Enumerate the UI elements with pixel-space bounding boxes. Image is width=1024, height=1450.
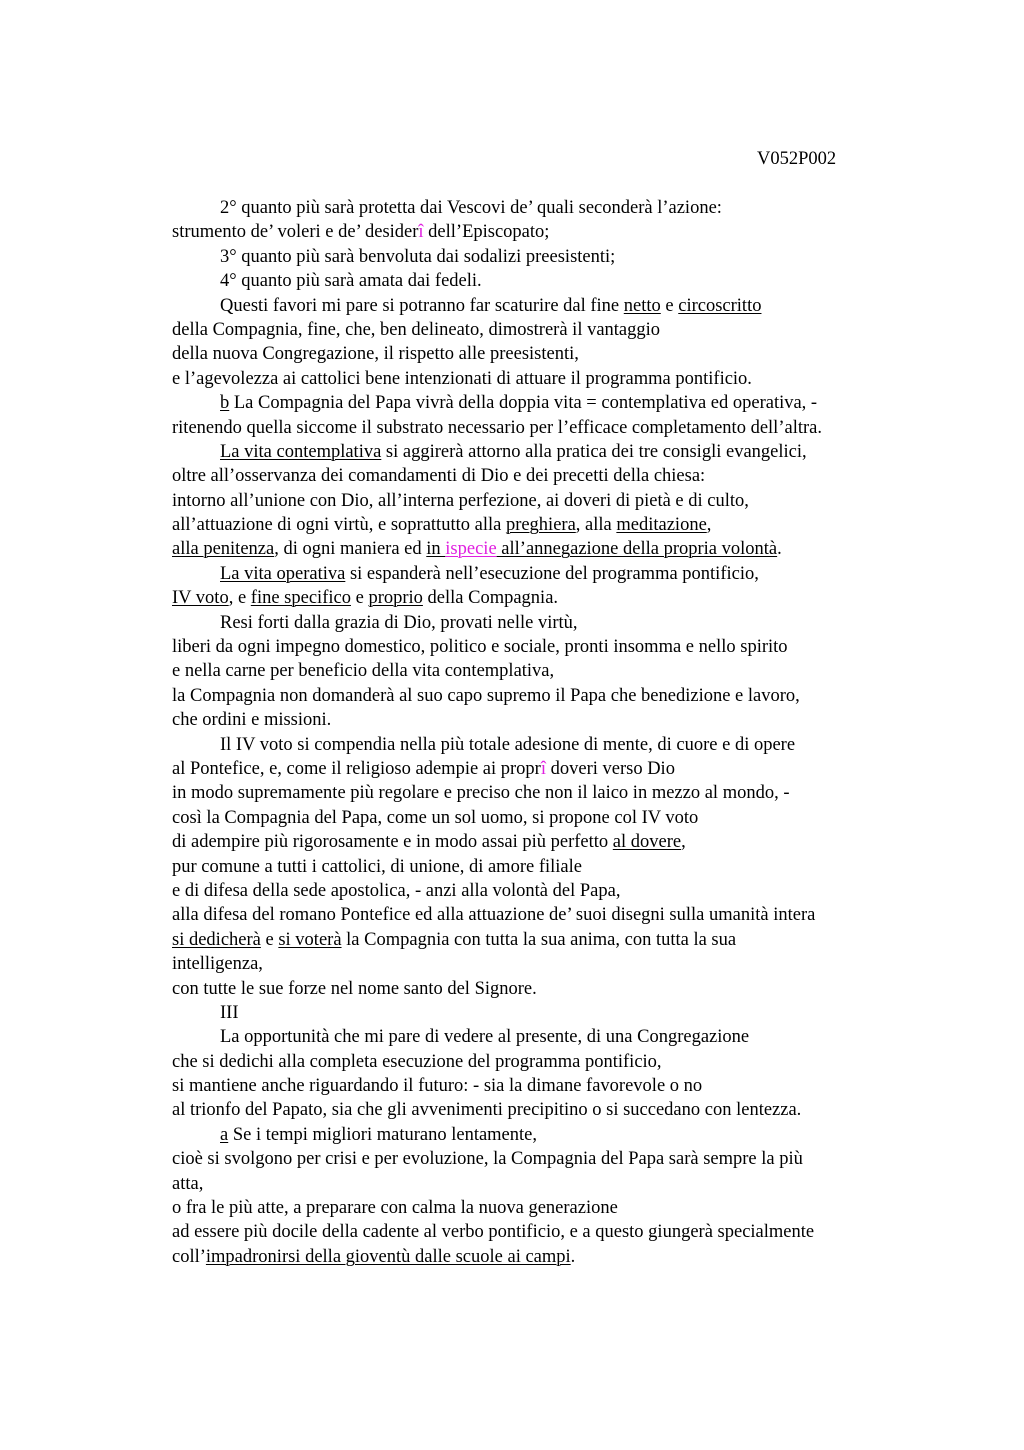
- underlined-text: La vita contemplativa: [220, 441, 382, 462]
- text-line: [172, 464, 932, 488]
- text-segment: .: [570, 1246, 576, 1267]
- text-segment: al trionfo del Papato, sia che gli avvenimenti precipitino o si succedano con lentezza.: [172, 1100, 802, 1121]
- text-segment: alla difesa del romano Pontefice ed alla attuazione de’ suoi disegni sulla umanità intera: [172, 905, 816, 926]
- underlined-text: a: [220, 1124, 229, 1145]
- underlined-text: all’annegazione della propria volontà: [496, 539, 778, 560]
- text-line: [172, 830, 932, 854]
- text-segment: liberi da ogni impegno domestico, politico e sociale, pronti insomma e nello spirito: [172, 637, 788, 658]
- text-line: [172, 1147, 932, 1171]
- underlined-text: fine specifico: [250, 588, 351, 609]
- highlighted-text: î: [418, 222, 424, 243]
- text-segment: e di difesa della sede apostolica, - anzi alla volontà del Papa,: [172, 880, 621, 901]
- text-segment: o fra le più atte, a preparare con calma la nuova generazione: [172, 1198, 618, 1219]
- text-segment: strumento de’ voleri e de’ desider: [172, 222, 419, 243]
- underlined-text: in: [426, 539, 446, 560]
- text-segment: e l’agevolezza ai cattolici bene intenzionati di attuare il programma pontificio.: [172, 368, 752, 389]
- text-line: [172, 220, 932, 244]
- text-segment: la Compagnia con tutta la sua anima, con tutta la sua: [341, 929, 737, 950]
- text-segment: si espanderà nell’esecuzione del programma pontificio,: [345, 563, 759, 584]
- text-segment: Resi forti dalla grazia di Dio, provati nelle virtù,: [220, 612, 578, 633]
- text-line: [172, 1025, 932, 1049]
- text-line: [172, 1123, 932, 1147]
- text-segment: in modo supremamente più regolare e preciso che non il laico in mezzo al mondo, -: [172, 783, 790, 804]
- text-segment: .: [777, 539, 782, 560]
- text-line: [172, 879, 932, 903]
- text-line: [172, 513, 932, 537]
- text-segment: 3° quanto più sarà benvoluta dai sodalizi preesistenti;: [220, 246, 616, 267]
- text-line: [172, 489, 932, 513]
- underlined-text: b: [220, 393, 230, 414]
- underlined-text: si voterà: [278, 929, 342, 950]
- text-segment: Il IV voto si compendia nella più totale adesione di mente, di cuore e di opere: [220, 734, 796, 755]
- text-line: [172, 196, 932, 220]
- text-segment: della Compagnia, fine, che, ben delineato, dimostrerà il vantaggio: [172, 319, 661, 340]
- text-line: [172, 294, 932, 318]
- text-line: [172, 977, 932, 1001]
- underlined-text: alla penitenza: [172, 539, 275, 560]
- text-line: [172, 416, 932, 440]
- text-line: [172, 318, 932, 342]
- text-line: [172, 806, 932, 830]
- text-segment: , alla: [575, 515, 617, 536]
- text-line: [172, 952, 932, 976]
- text-segment: dell’Episcopato;: [423, 222, 550, 243]
- text-segment: ritenendo quella siccome il substrato necessario per l’efficace completamento dell’altra.: [172, 417, 822, 438]
- underlined-text: al dovere: [612, 832, 682, 853]
- text-line: [172, 708, 932, 732]
- underlined-text: meditazione: [616, 515, 707, 536]
- text-segment: III: [220, 1002, 239, 1023]
- text-segment: di adempire più rigorosamente e in modo assai più perfetto: [172, 832, 613, 853]
- text-segment: all’attuazione di ogni virtù, e soprattutto alla: [172, 515, 506, 536]
- text-line: [172, 1196, 932, 1220]
- text-segment: e nella carne per beneficio della vita contemplativa,: [172, 661, 555, 682]
- text-segment: La opportunità che mi pare di vedere al presente, di una Congregazione: [220, 1027, 750, 1048]
- underlined-text: circoscritto: [678, 295, 762, 316]
- text-segment: La Compagnia del Papa vivrà della doppia vita = contemplativa ed operativa, -: [229, 393, 818, 414]
- text-line: [172, 781, 932, 805]
- text-segment: così la Compagnia del Papa, come un sol uomo, si propone col IV voto: [172, 807, 699, 828]
- underlined-text: La vita operativa: [220, 563, 346, 584]
- text-segment: , di ogni maniera ed: [274, 539, 427, 560]
- text-segment: al Pontefice, e, come il religioso adempie ai propr: [172, 758, 541, 779]
- text-segment: 4° quanto più sarà amata dai fedeli.: [220, 271, 482, 292]
- document-body: [172, 196, 932, 1269]
- text-segment: ,: [681, 832, 686, 853]
- text-segment: e: [260, 929, 279, 950]
- underlined-text: IV voto: [172, 588, 229, 609]
- text-segment: e: [350, 588, 369, 609]
- text-segment: cioè si svolgono per crisi e per evoluzione, la Compagnia del Papa sarà sempre la più: [172, 1149, 803, 1170]
- text-segment: che si dedichi alla completa esecuzione del programma pontificio,: [172, 1051, 662, 1072]
- text-segment: oltre all’osservanza dei comandamenti di Dio e dei precetti della chiesa:: [172, 466, 706, 487]
- text-line: [172, 245, 932, 269]
- text-segment: coll’: [172, 1246, 206, 1267]
- text-line: [172, 733, 932, 757]
- text-segment: atta,: [172, 1173, 204, 1194]
- text-line: [172, 1172, 932, 1196]
- text-line: [172, 1245, 932, 1269]
- text-line: [172, 684, 932, 708]
- text-segment: pur comune a tutti i cattolici, di unione, di amore filiale: [172, 856, 582, 877]
- text-segment: si aggirerà attorno alla pratica dei tre consigli evangelici,: [381, 441, 807, 462]
- text-segment: intelligenza,: [172, 954, 263, 975]
- text-segment: e: [660, 295, 679, 316]
- text-line: [172, 537, 932, 561]
- text-line: [172, 1050, 932, 1074]
- text-segment: con tutte le sue forze nel nome santo del Signore.: [172, 978, 537, 999]
- text-segment: della Compagnia.: [422, 588, 559, 609]
- underlined-text: preghiera: [505, 515, 576, 536]
- text-segment: si mantiene anche riguardando il futuro: - sia la dimane favorevole o no: [172, 1076, 703, 1097]
- text-line: [172, 1001, 932, 1025]
- text-line: [172, 659, 932, 683]
- text-line: [172, 903, 932, 927]
- text-line: [172, 586, 932, 610]
- underlined-text: impadronirsi della gioventù dalle scuole ai campi: [205, 1246, 571, 1267]
- text-line: [172, 635, 932, 659]
- text-line: [172, 440, 932, 464]
- text-segment: la Compagnia non domanderà al suo capo supremo il Papa che benedizione e lavoro,: [172, 685, 800, 706]
- text-segment: doveri verso Dio: [545, 758, 675, 779]
- text-line: [172, 391, 932, 415]
- page-code: V052P002: [757, 149, 837, 169]
- text-line: [172, 855, 932, 879]
- text-line: [172, 1098, 932, 1122]
- text-line: [172, 611, 932, 635]
- text-segment: 2° quanto più sarà protetta dai Vescovi de’ quali seconderà l’azione:: [220, 198, 722, 218]
- text-line: [172, 269, 932, 293]
- text-line: [172, 342, 932, 366]
- text-line: [172, 1220, 932, 1244]
- text-segment: Se i tempi migliori maturano lentamente,: [228, 1124, 537, 1145]
- text-segment: intorno all’unione con Dio, all’interna perfezione, ai doveri di pietà e di culto,: [172, 490, 749, 511]
- text-segment: , e: [228, 588, 251, 609]
- underlined-text: proprio: [368, 588, 423, 609]
- underlined-text: si dedicherà: [172, 929, 261, 950]
- text-segment: che ordini e missioni.: [172, 710, 332, 731]
- text-line: [172, 562, 932, 586]
- text-line: [172, 1074, 932, 1098]
- text-line: [172, 928, 932, 952]
- text-segment: ,: [706, 515, 712, 536]
- text-line: [172, 367, 932, 391]
- text-segment: ad essere più docile della cadente al verbo pontificio, e a questo giungerà specialmente: [172, 1222, 815, 1243]
- highlighted-text: î: [540, 758, 546, 779]
- underlined-text: ispecie: [445, 539, 497, 560]
- text-line: [172, 757, 932, 781]
- underlined-text: netto: [623, 295, 661, 316]
- text-segment: Questi favori mi pare si potranno far scaturire dal fine: [220, 295, 624, 316]
- text-segment: della nuova Congregazione, il rispetto alle preesistenti,: [172, 344, 579, 365]
